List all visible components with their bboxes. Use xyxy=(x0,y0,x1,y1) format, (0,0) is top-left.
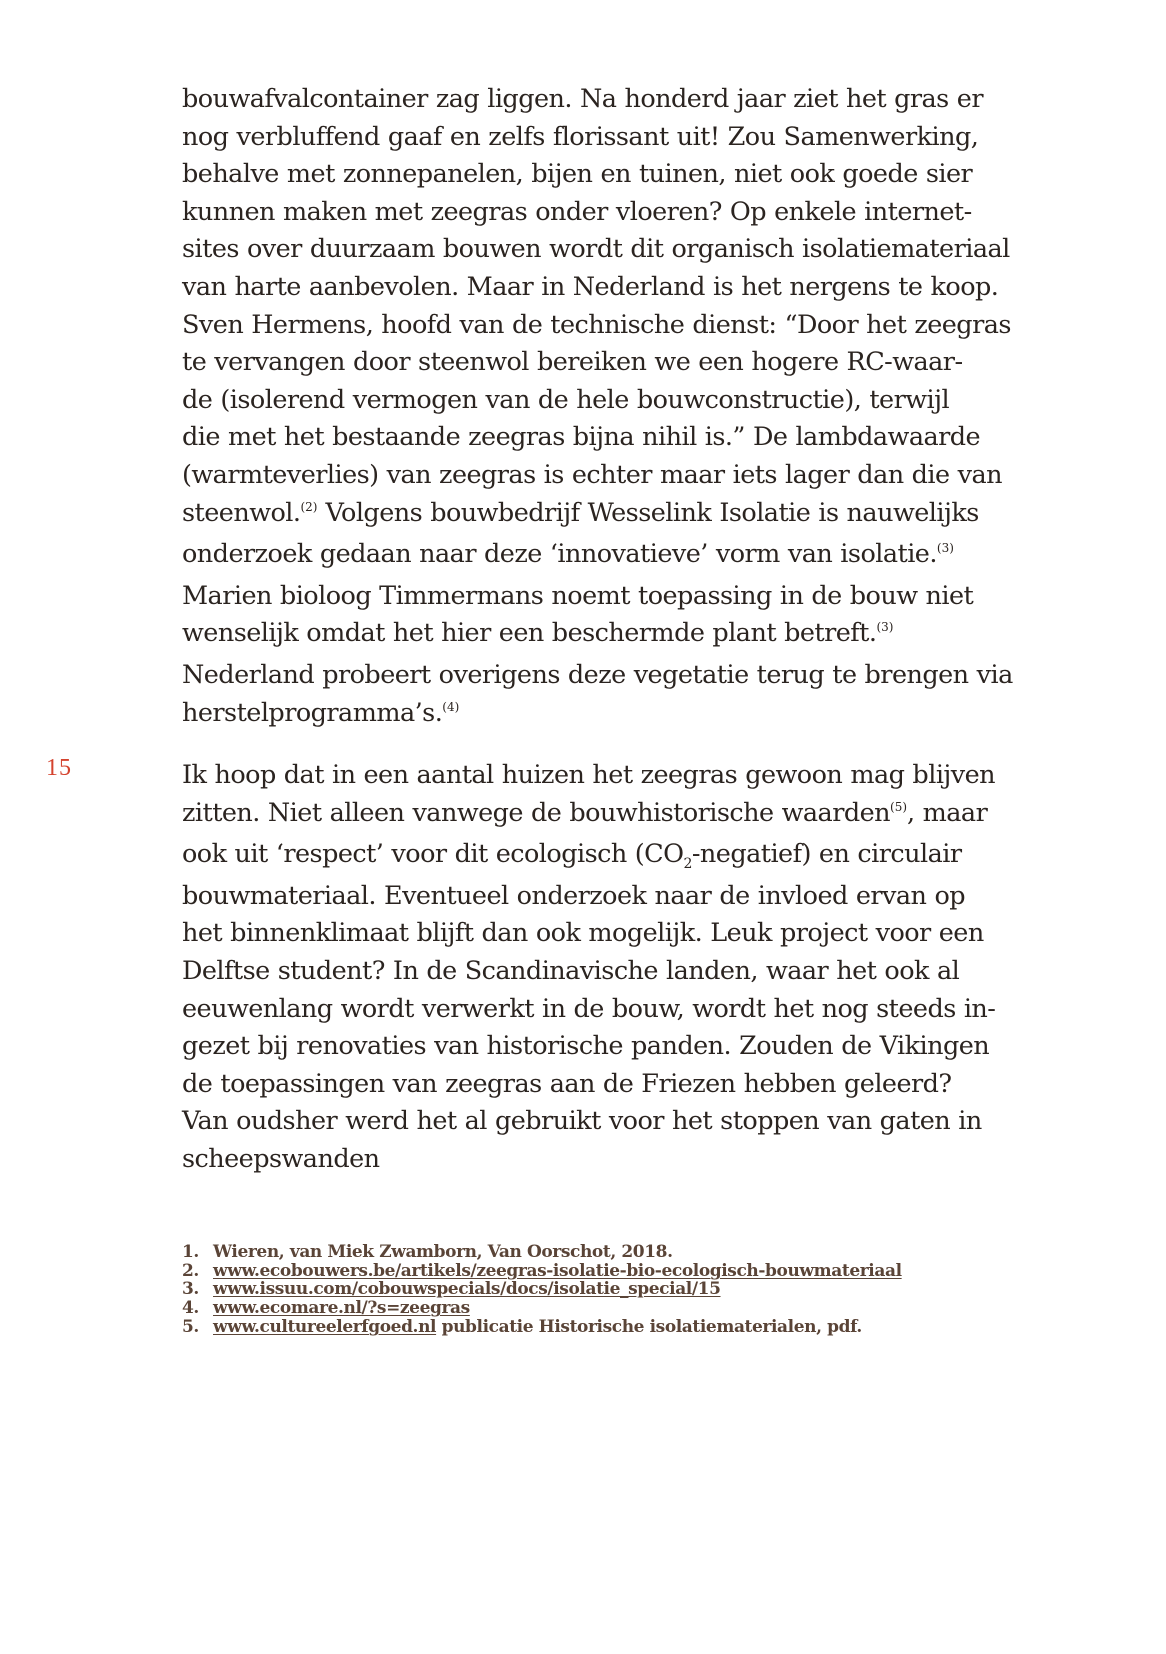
text-line xyxy=(182,615,1062,657)
footnote-number: 5. xyxy=(182,1316,199,1337)
text-line: bouwmateriaal. Eventueel onderzoek naar de invloed ervan op xyxy=(182,880,966,911)
footnote-text: Wieren, van Miek Zwamborn, Van Oorschot, 2018. xyxy=(213,1242,673,1262)
text-segment: wenselijk omdat het hier een beschermde plant betreft. xyxy=(182,618,877,649)
text-segment: zitten. Niet alleen vanwege de bouwhistorische waarden xyxy=(182,797,891,828)
text-line: Marien bioloog Timmermans noemt toepassing in de bouw niet xyxy=(182,580,974,611)
text-line: eeuwenlang wordt verwerkt in de bouw, wordt het nog steeds in- xyxy=(182,993,996,1024)
text-line: Van oudsher werd het al gebruikt voor het stoppen van gaten in xyxy=(182,1106,982,1137)
footnote-number: 1. xyxy=(182,1242,199,1262)
text-segment: ook uit ‘respect’ voor dit ecologisch (CO xyxy=(182,839,684,870)
footnote-1 xyxy=(182,1243,1082,1262)
footnote-link[interactable]: www.ecomare.nl/?s=zeegras xyxy=(213,1298,470,1319)
footnote-number: 2. xyxy=(182,1260,199,1281)
text-line xyxy=(182,495,1062,537)
footnote-number: 4. xyxy=(182,1298,199,1319)
text-segment: steenwol. xyxy=(182,497,301,528)
text-line xyxy=(182,795,1062,837)
text-line xyxy=(182,695,1062,737)
text-line: het binnenklimaat blijft dan ook mogelijk. Leuk project voor een xyxy=(182,918,984,949)
subscript-2: 2 xyxy=(683,856,692,873)
text-line: Ik hoop dat in een aantal huizen het zeegras gewoon mag blijven xyxy=(182,760,996,790)
text-line: Nederland probeert overigens deze vegetatie terug te brengen via xyxy=(182,659,1013,690)
footnote-5 xyxy=(182,1318,1082,1337)
footnote-4 xyxy=(182,1299,1082,1318)
text-line: (warmteverlies) van zeegras is echter maar iets lager dan die van xyxy=(182,459,1003,490)
text-line: bouwafvalcontainer zag liggen. Na honderd jaar ziet het gras er xyxy=(182,84,983,114)
text-line: kunnen maken met zeegras onder vloeren? Op enkele internet- xyxy=(182,196,972,227)
text-segment: Volgens bouwbedrijf Wesselink Isolatie is nauwelijks xyxy=(317,497,979,528)
text-line: die met het bestaande zeegras bijna nihil is.” De lambdawaarde xyxy=(182,422,981,453)
text-line: scheepswanden xyxy=(182,1143,380,1174)
text-line: sites over duurzaam bouwen wordt dit organisch isolatiemateriaal xyxy=(182,234,1010,265)
text-line: nog verbluffend gaaf en zelfs florissant uit! Zou Samenwerking, xyxy=(182,121,979,152)
text-segment: onderzoek gedaan naar deze ‘innovatieve’ vorm van isolatie. xyxy=(182,539,937,570)
footnote-ref-3: (3) xyxy=(876,620,894,635)
paragraph-1 xyxy=(182,81,1062,736)
footnote-number: 3. xyxy=(182,1279,199,1300)
text-line: gezet bij renovaties van historische panden. Zouden de Vikingen xyxy=(182,1031,990,1062)
footnote-ref-2: (2) xyxy=(300,499,318,514)
text-line: van harte aanbevolen. Maar in Nederland is het nergens te koop. xyxy=(182,271,999,302)
text-line: te vervangen door steenwol bereiken we een hogere RC-waar- xyxy=(182,347,963,378)
footnote-ref-4: (4) xyxy=(442,699,460,714)
footnote-ref-5: (5) xyxy=(890,799,908,814)
footnotes-list xyxy=(182,1243,1082,1337)
text-line: Delftse student? In de Scandinavische landen, waar het ook al xyxy=(182,955,960,986)
text-segment: herstelprogramma’s. xyxy=(182,697,443,728)
text-segment: , maar xyxy=(907,797,988,828)
text-line xyxy=(182,836,1062,878)
text-line: de (isolerend vermogen van de hele bouwconstructie), terwijl xyxy=(182,384,950,415)
footnote-link[interactable]: www.issuu.com/cobouwspecials/docs/isolatie_special/15 xyxy=(213,1279,721,1300)
text-line xyxy=(182,536,1062,578)
footnote-text: publicatie Historische isolatiematerialen, pdf. xyxy=(436,1316,862,1337)
paragraph-2 xyxy=(182,757,1062,1179)
text-line: Sven Hermens, hoofd van de technische dienst: “Door het zeegras xyxy=(182,309,1011,340)
footnote-link[interactable]: www.cultureelerfgoed.nl xyxy=(213,1316,437,1337)
text-line: de toepassingen van zeegras aan de Friezen hebben geleerd? xyxy=(182,1068,952,1099)
text-line: behalve met zonnepanelen, bijen en tuinen, niet ook goede sier xyxy=(182,159,973,190)
page-number: 15 xyxy=(46,755,72,781)
footnote-3 xyxy=(182,1280,1082,1299)
text-segment: -negatief) en circulair xyxy=(691,839,962,870)
footnote-2 xyxy=(182,1262,1082,1281)
footnote-ref-3: (3) xyxy=(936,541,954,556)
footnote-link[interactable]: www.ecobouwers.be/artikels/zeegras-isolatie-bio-ecologisch-bouwmateriaal xyxy=(213,1260,902,1281)
